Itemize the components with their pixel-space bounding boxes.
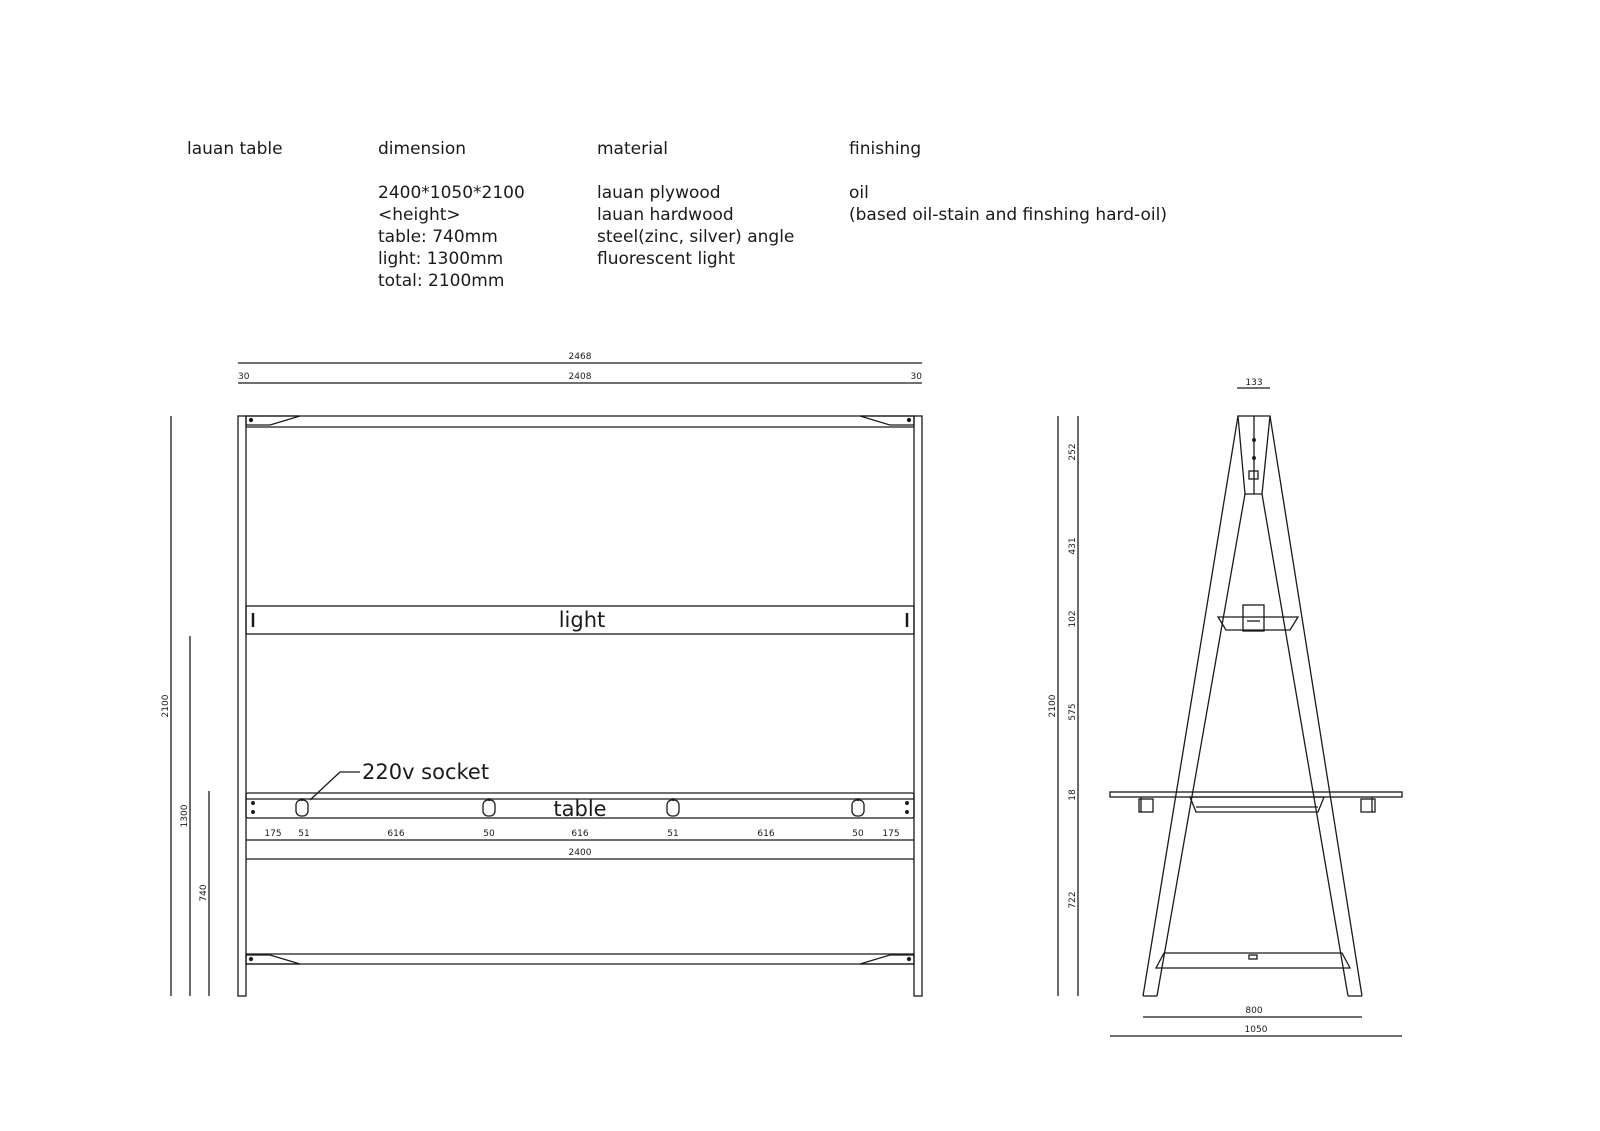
- segment-label: 431: [1068, 537, 1078, 555]
- front-view-labels: [161, 352, 922, 902]
- finishing-line: (based oil-stain and finshing hard-oil): [849, 205, 1167, 225]
- margin-left-label: 30: [238, 372, 250, 382]
- socket-4: [852, 798, 864, 816]
- finishing-heading: finishing: [849, 139, 922, 159]
- rear-leg: [1270, 416, 1362, 996]
- side-table-top: [1110, 792, 1402, 797]
- dimension-heading: dimension: [378, 139, 467, 159]
- light-label: light: [558, 608, 606, 632]
- total-height-label: 2100: [161, 694, 171, 718]
- table-label: table: [553, 797, 607, 821]
- material-line: lauan plywood: [597, 183, 721, 203]
- socket-spacing-label: 616: [757, 829, 775, 839]
- material-line: steel(zinc, silver) angle: [597, 227, 795, 247]
- dimension-line: 2400*1050*2100: [378, 183, 525, 203]
- material-line: lauan hardwood: [597, 205, 734, 225]
- table-depth-label: 1050: [1244, 1025, 1268, 1035]
- top-width-label: 133: [1245, 378, 1263, 388]
- table-apron: [1190, 797, 1324, 812]
- front-view: [171, 363, 922, 996]
- segment-label: 575: [1068, 703, 1078, 721]
- light-fixture: [1243, 605, 1264, 631]
- light-crossbar: [1218, 617, 1298, 630]
- socket-spacing-label: 51: [298, 829, 310, 839]
- segment-label: 18: [1068, 789, 1078, 801]
- side-view: [1058, 388, 1402, 1036]
- overall-width-label: 2468: [568, 352, 592, 362]
- socket-spacing-label: 50: [852, 829, 864, 839]
- side-total-height-label: 2100: [1048, 694, 1058, 718]
- material-line: fluorescent light: [597, 249, 736, 269]
- dimension-line: <height>: [378, 205, 461, 225]
- socket-spacing-label: 616: [571, 829, 589, 839]
- socket-spacing-label: 50: [483, 829, 495, 839]
- side-view-labels: [1048, 378, 1268, 1035]
- corner-bracket: [860, 416, 914, 425]
- socket-spacing-label: 616: [387, 829, 405, 839]
- socket-spacing-label: 51: [667, 829, 679, 839]
- light-height-label: 1300: [180, 804, 190, 828]
- material-heading: material: [597, 139, 668, 159]
- socket-label: 220v socket: [362, 760, 490, 784]
- socket-spacing-label: 175: [882, 829, 900, 839]
- inner-width-label: 2408: [568, 372, 592, 382]
- margin-right-label: 30: [910, 372, 922, 382]
- dimension-line: light: 1300mm: [378, 249, 504, 269]
- segment-label: 722: [1068, 891, 1078, 909]
- segment-label: 102: [1068, 610, 1078, 628]
- table-bracket: [1361, 799, 1375, 812]
- socket-3: [667, 798, 679, 816]
- corner-bracket: [246, 955, 300, 964]
- segment-label: 252: [1068, 443, 1078, 461]
- socket-1: [296, 798, 308, 816]
- front-leg: [1143, 416, 1238, 996]
- corner-bracket: [860, 955, 914, 964]
- corner-bracket: [246, 416, 300, 425]
- left-post: [238, 416, 246, 996]
- base-width-label: 800: [1245, 1006, 1263, 1016]
- finishing-line: oil: [849, 183, 869, 203]
- socket-leader-line: [310, 772, 360, 800]
- socket-spacing-label: 175: [264, 829, 282, 839]
- socket-2: [483, 798, 495, 816]
- table-width-label: 2400: [568, 848, 592, 858]
- dimension-line: total: 2100mm: [378, 271, 505, 291]
- dimension-line: table: 740mm: [378, 227, 498, 247]
- product-name: lauan table: [187, 139, 283, 159]
- right-post: [914, 416, 922, 996]
- table-height-label: 740: [199, 884, 209, 902]
